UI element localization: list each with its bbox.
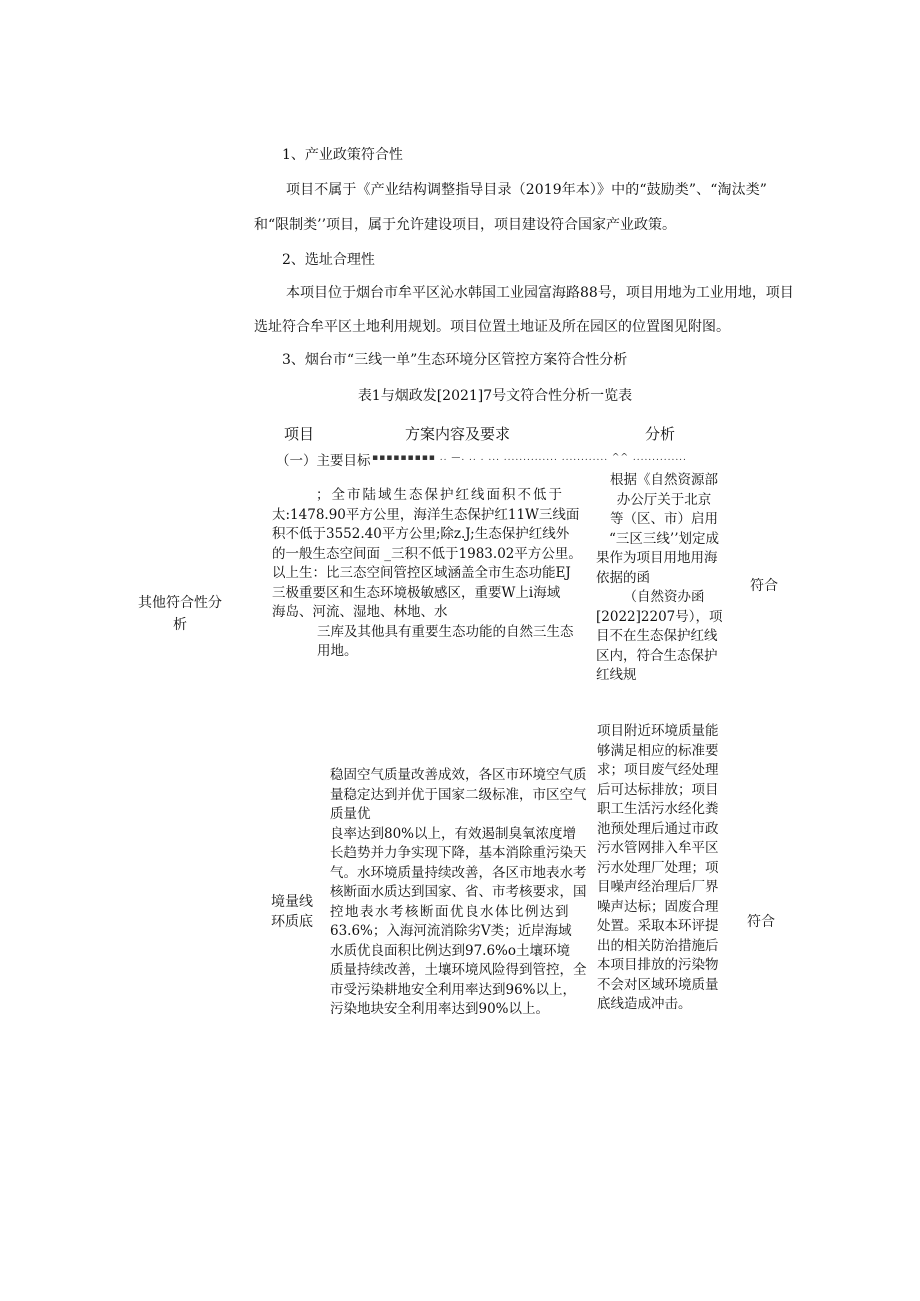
section-2-heading: 2、选址合理性 [282, 252, 375, 268]
row1-content-line: ；全市陆域生态保护红线面积不低于 [316, 487, 564, 503]
row1-content-line: 三库及其他具有重要生态功能的自然三生态 [317, 623, 574, 640]
row1-analysis-line: 果作为项目用地用海 [596, 550, 718, 566]
row2-content-line: 污染地块安全利用率达到90%以上。 [330, 1001, 550, 1017]
row1-content-line: 积不低于3552.40平方公里;除z.J;生态保护红线外 [272, 526, 570, 542]
row1-content-line: 用地。 [317, 643, 358, 659]
section-1-paragraph-line2: 和“限制类’’项目，属于允许建设项目，项目建设符合国家产业政策。 [254, 217, 677, 233]
row1-analysis-line: （自然资办函 [623, 589, 705, 605]
row2-result: 符合 [747, 914, 775, 930]
row2-analysis [597, 722, 733, 1015]
row1-item-line1: 其他符合性分 [138, 595, 222, 611]
row1-analysis-line: 办公厅关于北京 [616, 491, 712, 508]
row2-content-line: 质量优 [330, 806, 371, 822]
row2-content-line: 长趋势并力争实现下降，基本消除重污染天 [330, 845, 587, 861]
row2-analysis-line: 够满足相应的标准要 [597, 742, 719, 759]
row2-analysis-line: 池预处理后通过市政 [597, 820, 719, 837]
row2-item [256, 892, 328, 932]
row2-analysis-line: 目噪声经治理后厂界 [597, 879, 719, 895]
row2-analysis-line: 处置。采取本环评提 [597, 918, 719, 934]
row1-content [272, 486, 590, 662]
table-header-content: 方案内容及要求 [405, 425, 511, 443]
row2-analysis-line: 项目附近环境质量能 [597, 723, 719, 739]
section-2-paragraph-line1: 本项目位于烟台市牟平区沁水韩国工业园富海路88号，项目用地为工业用地，项目 [286, 285, 794, 301]
row1-analysis-line: 根据《自然资源部 [610, 472, 718, 488]
row1-analysis-line: 红线规 [596, 667, 637, 683]
row1-content-line: 三极重要区和生态环境极敏感区，重要W上i海域 [272, 584, 561, 601]
table-caption: 表1与烟政发[2021]7号文符合性分析一览表 [357, 388, 633, 404]
row1-content-line: 的一般生态空间面 _三积不低于1983.02平方公里。 [272, 545, 582, 562]
row2-content-line: 稳固空气质量改善成效，各区市环境空气质 [330, 767, 587, 783]
row2-content [330, 766, 590, 1020]
section-1-paragraph-line1: 项目不属于《产业结构调整指导目录（2019年本）》中的“鼓励类”、“淘汰类” [286, 182, 768, 198]
section-2-paragraph-line2: 选址符合牟平区土地利用规划。项目位置土地证及所在园区的位置图见附图。 [254, 319, 730, 335]
row2-analysis-line: 出的相关防治措施后 [597, 937, 719, 954]
row1-analysis-line: [2022]2207号），项 [596, 608, 723, 625]
row2-content-line: 质量持续改善，土壤环境风险得到管控，全 [330, 962, 587, 978]
section-3-heading: 3、烟台市“三线一单”生态环境分区管控方案符合性分析 [282, 352, 628, 368]
row2-analysis-line: 后可达标排放；项目 [597, 781, 719, 798]
row2-analysis-line: 不会对区域环境质量 [597, 976, 719, 993]
row1-analysis [596, 471, 732, 686]
row2-content-line: 气。水环境质量持续改善，各区市地表水考 [330, 864, 587, 881]
row1-result: 符合 [750, 578, 778, 594]
row1-analysis-line: 目不在生态保护红线 [596, 628, 718, 644]
row1-content-line: 海岛、河流、湿地、林地、水 [272, 604, 448, 620]
row1-item [120, 592, 240, 636]
row2-analysis-line: 噪声达标；固废合理 [597, 898, 719, 915]
row2-content-line: 市受污染耕地安全利用率达到96%以上， [330, 981, 577, 998]
table-header-item: 项目 [284, 425, 315, 443]
row2-analysis-line: 污水处理厂处理；项 [597, 859, 719, 876]
table-subheading: （一）主要目标 [276, 453, 371, 469]
row1-analysis-line: 依据的函 [596, 569, 650, 586]
row2-content-line: 核断面水质达到国家、省、市考核要求，国 [330, 884, 587, 900]
row1-analysis-line: “三区三线’’划定成 [609, 530, 719, 547]
row1-analysis-line: 区内，符合生态保护 [596, 647, 718, 664]
row2-content-line: 水质优良面积比例达到97.6%o土壤环境 [330, 942, 571, 959]
row1-analysis-line: 等（区、市）启用 [610, 511, 718, 527]
table-subheading-trail: ▪▪▪▪▪▪▪▪▪ .. —. .. . ... .............. ............ ^^ .............. [372, 453, 687, 463]
row1-item-line2: 析 [173, 617, 187, 633]
row2-content-line: 63.6%；入海河流消除劣Ⅴ类；近岸海域 [330, 923, 572, 939]
row2-content-line: 量稳定达到并优于国家二级标准，市区空气 [330, 786, 587, 803]
row2-item-line1: 境量线 [271, 894, 313, 910]
row2-item-line2: 环质底 [271, 914, 313, 930]
row1-content-line: 太:1478.90平方公里，海洋生态保护红11W三线面 [272, 506, 580, 523]
row2-analysis-line: 底线造成冲击。 [597, 996, 692, 1012]
row2-analysis-line: 职工生活污水经化粪 [597, 801, 719, 817]
row2-analysis-line: 污水管网排入牟平区 [597, 840, 719, 856]
table-header-analysis: 分析 [645, 425, 676, 443]
row2-content-line: 控地表水考核断面优良水体比例达到 [330, 903, 570, 920]
row1-content-line: 以上生：比三态空间管控区域涵盖全市生态功能EJ [272, 565, 571, 581]
row2-analysis-line: 本项目排放的污染物 [597, 957, 719, 973]
row2-content-line: 良率达到80%以上，有效遏制臭氧浓度增 [330, 825, 577, 842]
row2-analysis-line: 求；项目废气经处理 [597, 762, 719, 778]
section-1-heading: 1、产业政策符合性 [282, 147, 403, 163]
